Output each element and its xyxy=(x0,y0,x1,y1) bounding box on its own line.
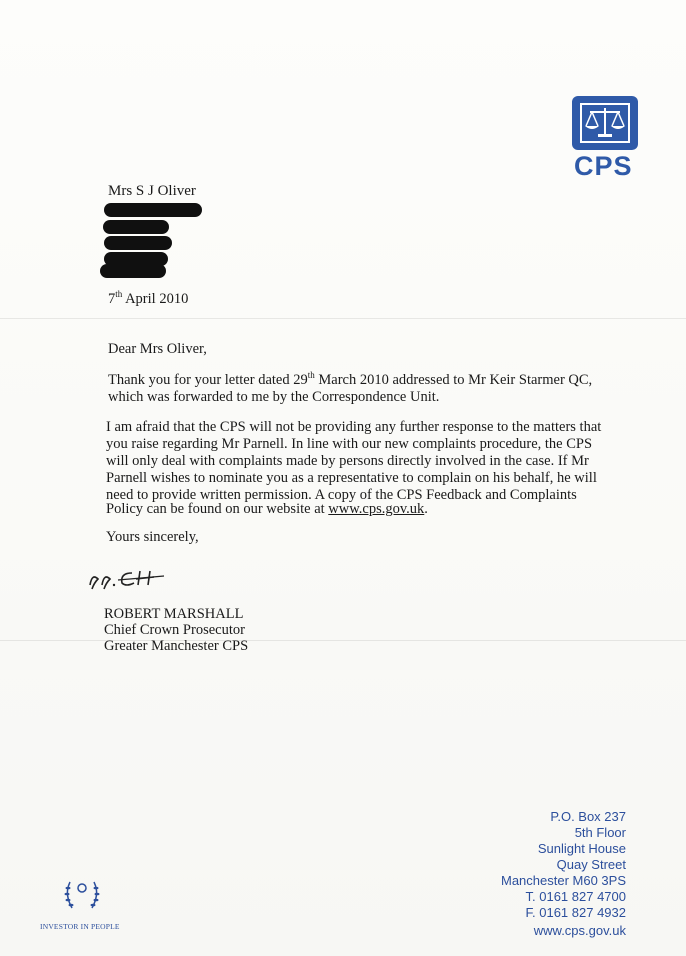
redacted-address-line xyxy=(104,203,202,217)
fold-line xyxy=(0,640,686,641)
scales-of-justice-icon xyxy=(572,96,638,150)
signatory-organisation: Greater Manchester CPS xyxy=(104,638,249,654)
investor-in-people-label: INVESTOR IN PEOPLE xyxy=(40,922,120,931)
signatory-title: Chief Crown Prosecutor xyxy=(104,622,245,638)
redacted-address-line xyxy=(103,220,169,234)
paragraph-2-line: Parnell wishes to nominate you as a representative to complain on his behalf, he will xyxy=(106,470,597,486)
address-line: Sunlight House xyxy=(537,841,626,856)
address-line: Quay Street xyxy=(556,857,626,872)
address-line: 5th Floor xyxy=(574,825,626,840)
address-line: P.O. Box 237 xyxy=(550,809,626,824)
signatory-name: ROBERT MARSHALL xyxy=(104,606,244,622)
laurel-wreath-icon xyxy=(60,874,104,923)
redacted-address-line xyxy=(104,236,172,250)
letter-date: 7th April 2010 xyxy=(108,289,189,307)
office-address xyxy=(501,809,626,921)
salutation: Dear Mrs Oliver, xyxy=(108,341,207,357)
handwritten-signature xyxy=(88,565,178,596)
fold-line xyxy=(0,318,686,319)
telephone-number: T. 0161 827 4700 xyxy=(525,889,626,904)
redacted-address-line xyxy=(100,264,166,278)
paragraph-1-line: Thank you for your letter dated 29th March 2010 addressed to Mr Keir Starmer QC, xyxy=(108,370,593,388)
paragraph-2-line: you raise regarding Mr Parnell. In line with our new complaints procedure, the CPS xyxy=(106,436,593,452)
closing: Yours sincerely, xyxy=(106,529,199,545)
paragraph-2-line: will only deal with complaints made by persons directly involved in the case. If Mr xyxy=(106,453,589,469)
paragraph-1-line: which was forwarded to me by the Correspondence Unit. xyxy=(108,389,440,405)
address-line: Manchester M60 3PS xyxy=(500,873,626,888)
paragraph-2-line: Policy can be found on our website at www.cps.gov.uk. xyxy=(106,501,428,517)
cps-logo-text: CPS xyxy=(574,151,633,181)
fax-number: F. 0161 827 4932 xyxy=(525,905,626,920)
footer-website: www.cps.gov.uk xyxy=(533,923,626,938)
recipient-name: Mrs S J Oliver xyxy=(108,183,196,199)
cps-website-link[interactable]: www.cps.gov.uk xyxy=(328,501,425,517)
paragraph-2-line: I am afraid that the CPS will not be providing any further response to the matters that xyxy=(106,419,602,435)
paragraph-2-line: need to provide written permission. A copy of the CPS Feedback and Complaints xyxy=(106,487,577,503)
